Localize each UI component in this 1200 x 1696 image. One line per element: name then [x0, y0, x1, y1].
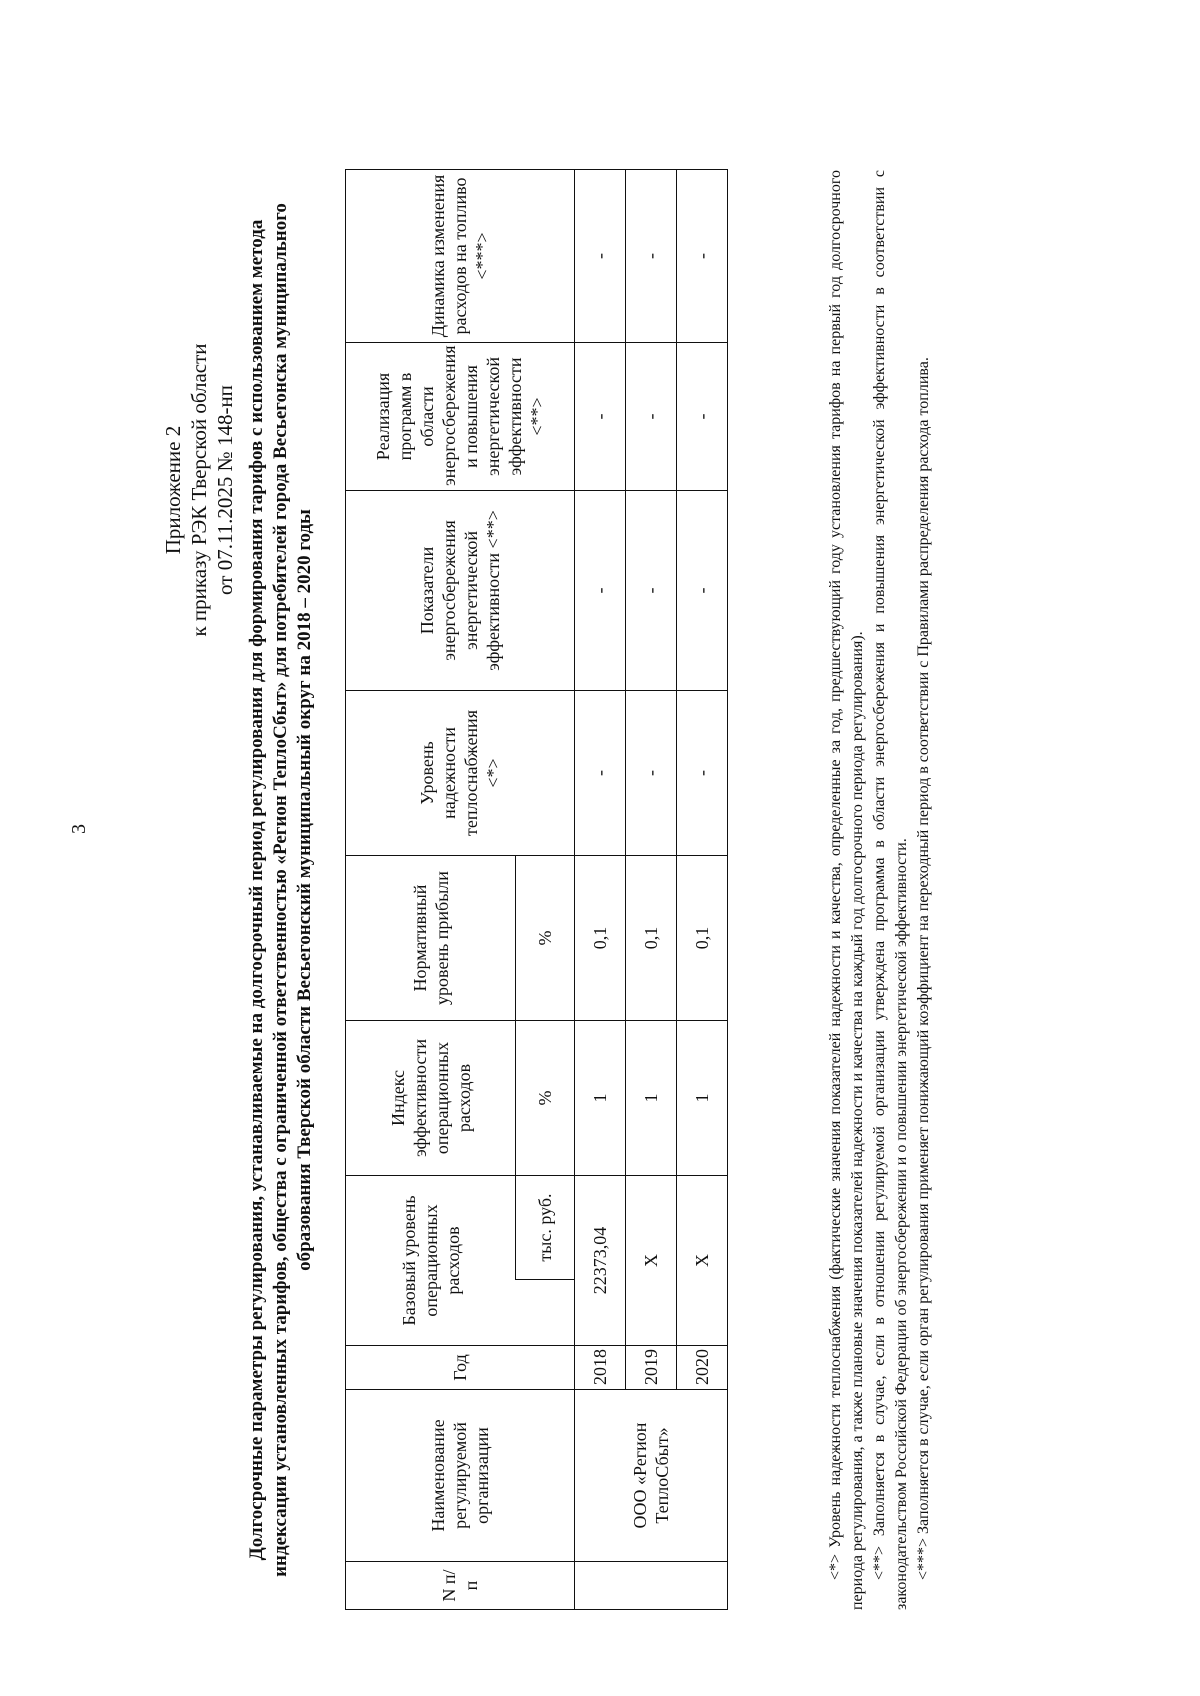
header-org: Наименование регулируемой организации [346, 1390, 575, 1562]
header-fuel: Динамика изменения расходов на топливо <***> [346, 170, 575, 343]
cell-reliability: - [575, 691, 626, 856]
header-profit: Нормативный уровень прибыли [346, 856, 516, 1021]
cell-index: 1 [677, 1021, 728, 1176]
table-header-row [346, 170, 516, 1610]
cell-profit: 0,1 [626, 856, 677, 1021]
cell-fuel: - [626, 170, 677, 343]
table-row [575, 170, 626, 1610]
cell-programs: - [626, 343, 677, 491]
appendix-line-3: от 07.11.2025 № 148-нп [213, 385, 237, 595]
header-index: Индекс эффективности операционных расходов [346, 1021, 516, 1176]
cell-reliability: - [677, 691, 728, 856]
header-base: Базовый уровень операционных расходов [346, 1176, 516, 1346]
cell-profit: 0,1 [677, 856, 728, 1021]
appendix-line-1: Приложение 2 [161, 425, 185, 555]
header-year: Год [346, 1346, 575, 1390]
footnotes [825, 170, 935, 1610]
cell-programs: - [677, 343, 728, 491]
document-title: Долгосрочные параметры регулирования, устанавливаемые на долгосрочный период регулирования для формирования тарифов с использованием метода индексации установленных тарифов, общества с ограниченной ответственностью «Регион ТеплоСбыт» для потребителей города Весьегонска муниципального образования Тверской области Весьегонский муниципальный округ на 2018 – 2020 годы [246, 203, 315, 1577]
header-num: N п/п [346, 1562, 575, 1610]
cell-year: 2018 [575, 1346, 626, 1390]
cell-energy: - [677, 491, 728, 691]
unit-index: % [516, 1021, 575, 1176]
header-programs: Реализация программ в области энергосбережения и повышения энергетической эффективности <**> [346, 343, 575, 491]
cell-base: Х [626, 1176, 677, 1346]
cell-year: 2020 [677, 1346, 728, 1390]
cell-organization: ООО «Регион ТеплоСбыт» [575, 1390, 728, 1562]
cell-reliability: - [626, 691, 677, 856]
appendix-header [160, 280, 238, 700]
header-energy-indicators: Показатели энергосбережения энергетической эффективности <**> [346, 491, 575, 691]
cell-base: 22373,04 [575, 1176, 626, 1346]
units-base-spacer [516, 1280, 575, 1346]
unit-base: тыс. руб. [516, 1176, 575, 1280]
appendix-line-2: к приказу РЭК Тверской области [187, 343, 211, 637]
rotated-page-content [120, 90, 1180, 1650]
header-reliability: Уровень надежности теплоснабжения <*> [346, 691, 575, 856]
cell-num [575, 1562, 728, 1610]
cell-energy: - [575, 491, 626, 691]
cell-fuel: - [677, 170, 728, 343]
cell-programs: - [575, 343, 626, 491]
footnote-2: <**> Заполняется в случае, если в отношении регулируемой организации утверждена программа в области энергосбережения и повышения энергетической эффективности в соответствии с законодательством Российской Федерации об энергосбережении и о повышении энергетической эффективности. [871, 170, 910, 1610]
cell-profit: 0,1 [575, 856, 626, 1021]
cell-energy: - [626, 491, 677, 691]
parameters-table [345, 169, 728, 1610]
unit-profit: % [516, 856, 575, 1021]
cell-index: 1 [626, 1021, 677, 1176]
footnote-1: <*> Уровень надежности теплоснабжения (фактические значения показателей надежности и качества, определенные за год, предшествующий году установления тарифов на первый год долгосрочного периода регулирования, а также плановые значения показателей надежности и качества на каждый год долгосрочного периода регулирования). [827, 170, 866, 1610]
page-number: 3 [68, 824, 90, 834]
cell-year: 2019 [626, 1346, 677, 1390]
cell-base: Х [677, 1176, 728, 1346]
cell-fuel: - [575, 170, 626, 343]
footnote-3: <***> Заполняется в случае, если орган регулирования применяет понижающий коэффициент на переходный период в соответствии с Правилами распределения расхода топлива. [915, 357, 932, 1580]
cell-index: 1 [575, 1021, 626, 1176]
